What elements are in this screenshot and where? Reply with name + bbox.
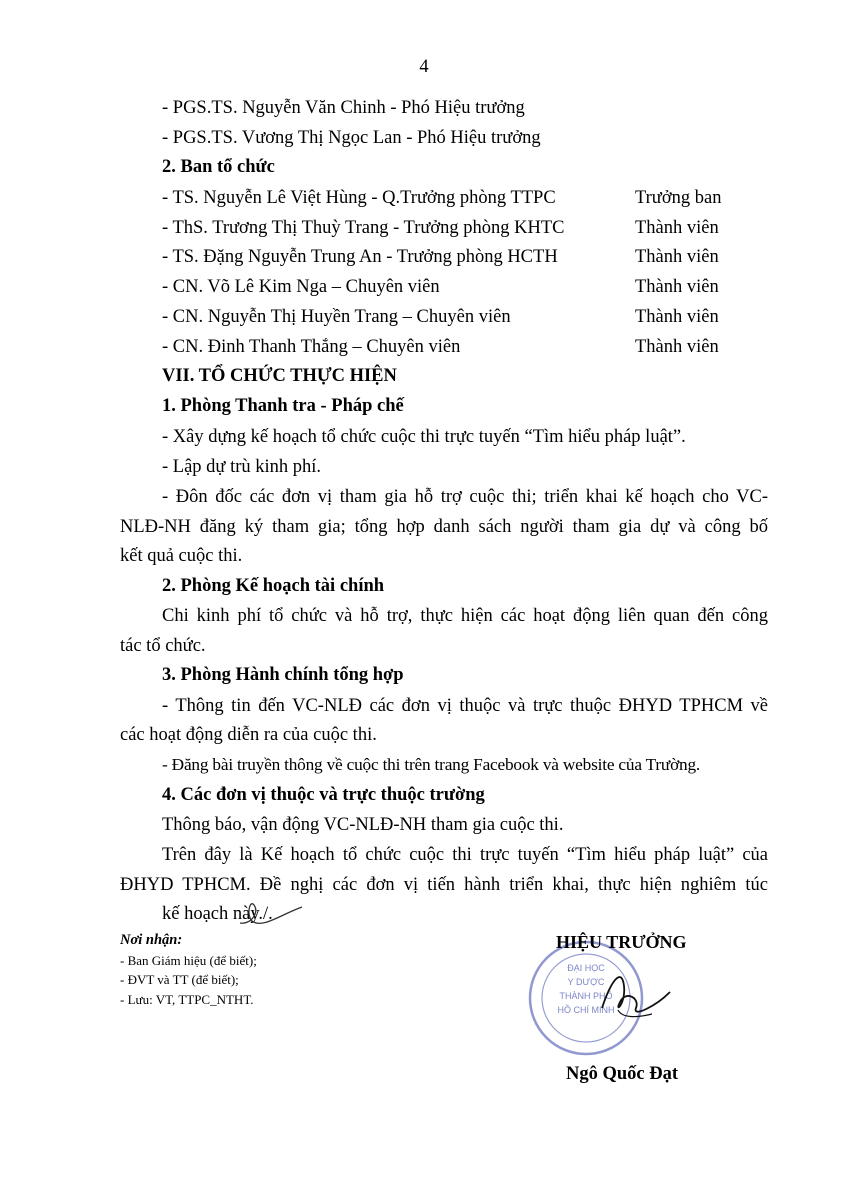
committee-member-role: Thành viên bbox=[635, 277, 719, 297]
sub3-item-1-line-2: các hoạt động diễn ra của cuộc thi. bbox=[120, 725, 377, 745]
sub3-item-1-line-1: - Thông tin đến VC-NLĐ các đơn vị thuộc và trực thuộc ĐHYD TPHCM về bbox=[162, 696, 768, 716]
sub3-item-2: - Đăng bài truyền thông về cuộc thi trên trang Facebook và website của Trường. bbox=[162, 755, 701, 774]
signature-title: HIỆU TRƯỞNG bbox=[556, 932, 687, 952]
committee-member-role: Thành viên bbox=[635, 218, 719, 238]
committee-member-name: - ThS. Trương Thị Thuỳ Trang - Trưởng phòng KHTC bbox=[162, 218, 565, 238]
stamp-text-line: THÀNH PHỐ bbox=[559, 991, 613, 1001]
committee-member-name: - CN. Võ Lê Kim Nga – Chuyên viên bbox=[162, 277, 440, 297]
closing-line-1: Trên đây là Kế hoạch tổ chức cuộc thi trực tuyến “Tìm hiểu pháp luật” của bbox=[162, 845, 768, 865]
section-vii-heading: VII. TỔ CHỨC THỰC HIỆN bbox=[162, 366, 397, 386]
committee-member-role: Trưởng ban bbox=[635, 188, 722, 208]
sub1-item-3-line-3: kết quả cuộc thi. bbox=[120, 546, 243, 566]
leader-line-1: - PGS.TS. Nguyễn Văn Chinh - Phó Hiệu trưởng bbox=[162, 98, 525, 118]
page-number: 4 bbox=[419, 57, 429, 77]
recipient-item: - Lưu: VT, TTPC_NTHT. bbox=[120, 992, 254, 1007]
committee-member-name: - CN. Nguyễn Thị Huyền Trang – Chuyên viên bbox=[162, 307, 511, 327]
signer-name: Ngô Quốc Đạt bbox=[566, 1064, 679, 1084]
sub1-item-3-line-2: NLĐ-NH đăng ký tham gia; tổng hợp danh sách người tham gia dự và công bố bbox=[120, 517, 768, 537]
closing-line-3: kế hoạch này./. bbox=[162, 904, 273, 924]
sub1-item-1: - Xây dựng kế hoạch tổ chức cuộc thi trực tuyến “Tìm hiểu pháp luật”. bbox=[162, 427, 686, 447]
sub4-heading: 4. Các đơn vị thuộc và trực thuộc trường bbox=[162, 785, 485, 805]
sub1-item-2: - Lập dự trù kinh phí. bbox=[162, 457, 322, 477]
sub2-heading: 2. Phòng Kế hoạch tài chính bbox=[162, 576, 385, 596]
stamp-text-line: Y DƯỢC bbox=[567, 977, 605, 987]
committee-member-name: - TS. Đặng Nguyễn Trung An - Trưởng phòng HCTH bbox=[162, 247, 558, 267]
sub2-text-line-1: Chi kinh phí tổ chức và hỗ trợ, thực hiện các hoạt động liên quan đến công bbox=[162, 606, 768, 626]
sub3-heading: 3. Phòng Hành chính tổng hợp bbox=[162, 665, 404, 685]
initial-scribble bbox=[232, 895, 312, 935]
leader-line-2: - PGS.TS. Vương Thị Ngọc Lan - Phó Hiệu trưởng bbox=[162, 128, 541, 148]
recipient-item: - Ban Giám hiệu (để biết); bbox=[120, 953, 257, 968]
sub2-text-line-2: tác tổ chức. bbox=[120, 636, 206, 656]
sub1-item-3-line-1: - Đôn đốc các đơn vị tham gia hỗ trợ cuộc thi; triển khai kế hoạch cho VC- bbox=[162, 487, 768, 507]
committee-member-role: Thành viên bbox=[635, 307, 719, 327]
committee-member-name: - TS. Nguyễn Lê Việt Hùng - Q.Trưởng phòng TTPC bbox=[162, 188, 556, 208]
committee-member-role: Thành viên bbox=[635, 247, 719, 267]
recipients-title: Nơi nhận: bbox=[120, 932, 183, 948]
stamp-text-line: ĐẠI HỌC bbox=[567, 963, 605, 973]
sub1-heading: 1. Phòng Thanh tra - Pháp chế bbox=[162, 396, 404, 416]
closing-line-2: ĐHYD TPHCM. Đề nghị các đơn vị tiến hành triển khai, thực hiện nghiêm túc bbox=[120, 875, 768, 895]
org-committee-heading: 2. Ban tổ chức bbox=[162, 157, 275, 177]
committee-member-name: - CN. Đinh Thanh Thắng – Chuyên viên bbox=[162, 337, 461, 357]
committee-member-role: Thành viên bbox=[635, 337, 719, 357]
handwritten-signature bbox=[596, 968, 676, 1028]
sub4-text: Thông báo, vận động VC-NLĐ-NH tham gia cuộc thi. bbox=[162, 815, 564, 835]
recipient-item: - ĐVT và TT (để biết); bbox=[120, 972, 239, 987]
stamp-text-line: HỒ CHÍ MINH bbox=[557, 1005, 615, 1015]
